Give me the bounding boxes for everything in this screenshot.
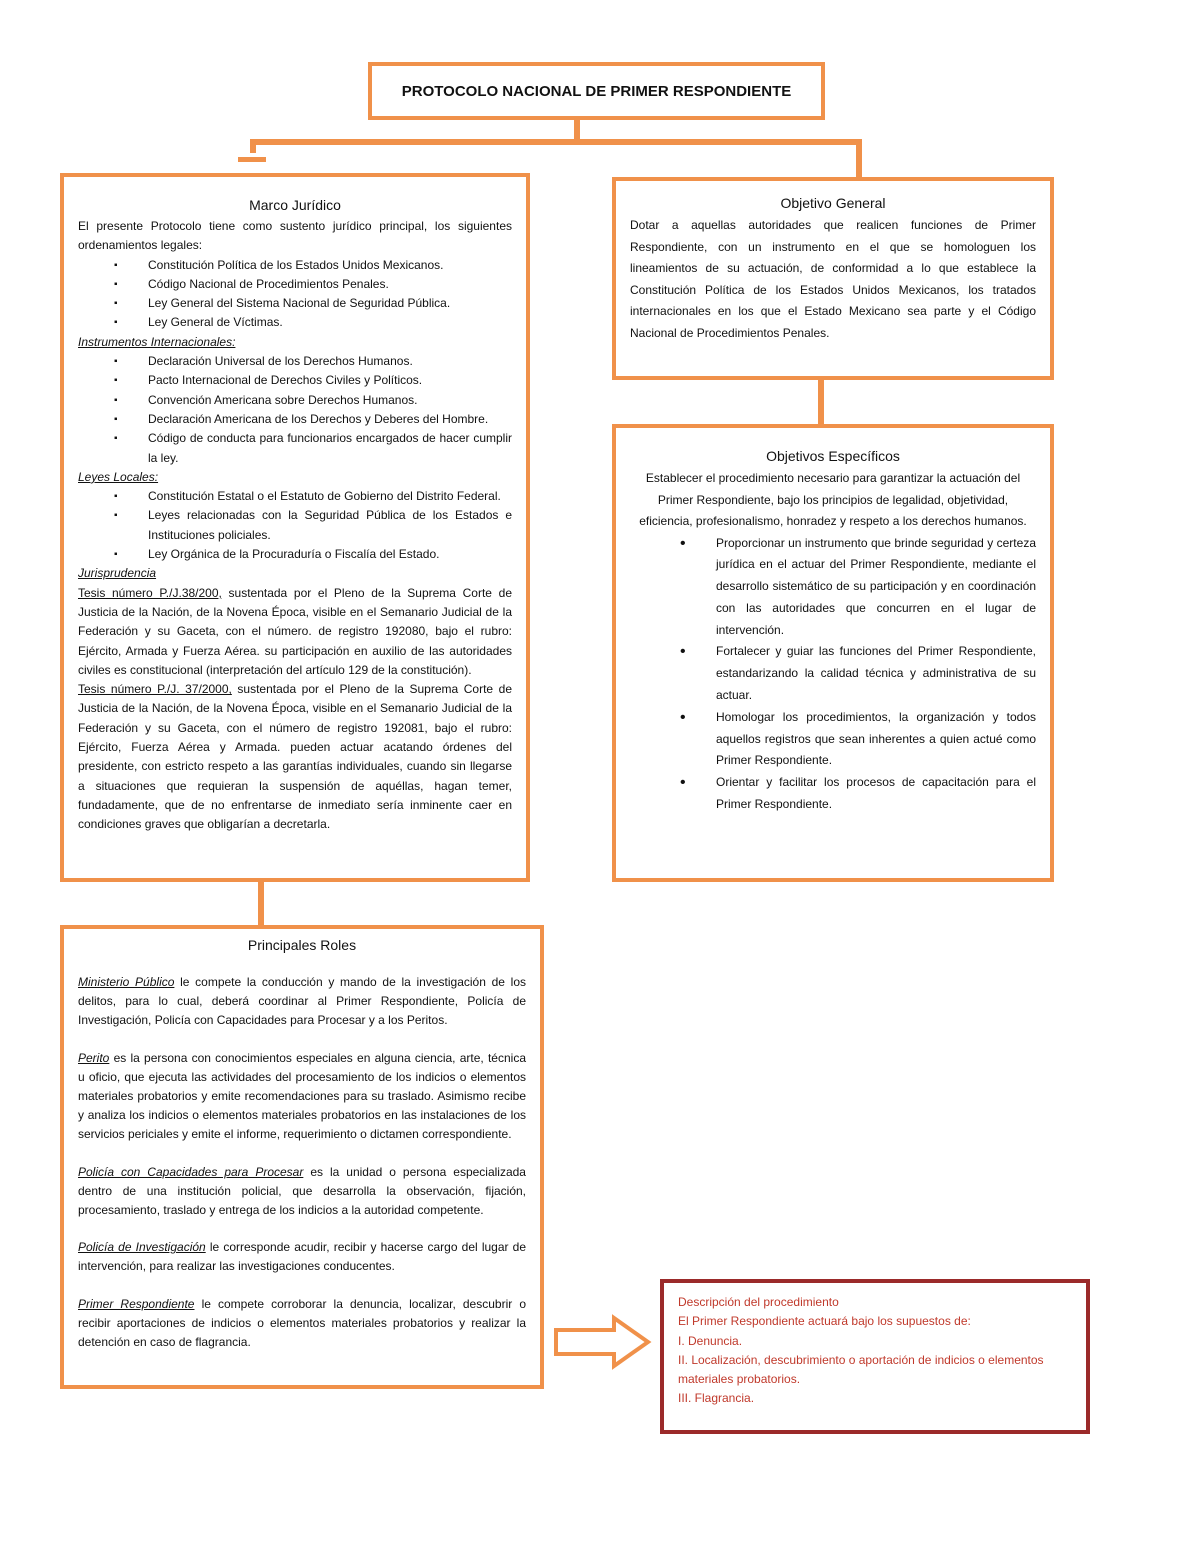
role-item [78, 1049, 526, 1145]
intl-list [78, 352, 512, 468]
objetivo-general-text: Dotar a aquellas autoridades que realicen funciones de Primer Respondiente, con un instrumento en el que se homologuen los lineamientos de su actuación, de conformidad a lo que establece la Constitución Política de los Estados Unidos Mexicanos, los tratados internacionales en los que el Estado Mexicano sea parte y el Código Nacional de Procedimientos Penales. [630, 218, 1036, 340]
objetivos-list [630, 533, 1036, 816]
juris-heading: Jurisprudencia [78, 566, 157, 581]
connector-right-down [856, 139, 862, 179]
marco-juridico-box [60, 173, 530, 882]
role-term: Policía con Capacidades para Procesar [78, 1164, 304, 1179]
marco-intro: El presente Protocolo tiene como sustento jurídico principal, los siguientes ordenamientos legales: [78, 219, 512, 253]
title-box [368, 62, 825, 120]
list-item: ▪ Código Nacional de Procedimientos Penales. [78, 275, 512, 294]
tesis-2-text: sustentada por el Pleno de la Suprema Corte de Justicia de la Nación, de la Novena Época, visible en el Semanario Judicial de la Federación y su Gaceta, con el número de registro 192081, bajo el rubro: Ejército, Fuerza Aérea y Armada. pueden actuar acatando órdenes del presidente, con estricto respeto a las garantías individuales, cuando sin llegarse a situaciones que requieran la suspensión de aquéllas, hagan temer, fundadamente, que de no enfrentarse de inmediato sería inminente caer en condiciones graves que obligarían a decretarla. [78, 682, 512, 832]
tesis-2-ref: Tesis número P./J. 37/2000, [78, 682, 232, 697]
role-item [78, 1163, 526, 1221]
role-item [78, 973, 526, 1031]
descripcion-line: III. Flagrancia. [678, 1391, 755, 1406]
role-text: es la persona con conocimientos especiales en alguna ciencia, arte, técnica u oficio, que ejecuta las actividades del procesamiento de los indicios o elementos materiales probatorios y emite recomendaciones para su traslado. Asimismo recibe y analiza los indicios o elementos materiales probatorios en las instalaciones de los servicios periciales y emite el informe, requerimiento o dictamen correspondiente. [78, 1050, 526, 1142]
objetivo-general-box [612, 177, 1054, 380]
descripcion-box [660, 1279, 1090, 1434]
objetivos-especificos-title: Objetivos Específicos [766, 448, 900, 464]
list-item: ▪ Constitución Estatal o el Estatuto de Gobierno del Distrito Federal. [78, 487, 512, 506]
role-text: es la unidad o persona especializada dentro de una institución policial, que desarrolla la observación, fijación, procesamiento, traslado y entrega de los indicios a la autoridad competente. [78, 1164, 526, 1218]
list-item: • Orientar y facilitar los procesos de capacitación para el Primer Respondiente. [630, 772, 1036, 816]
descripcion-line: El Primer Respondiente actuará bajo los supuestos de: [678, 1314, 971, 1329]
local-heading: Leyes Locales: [78, 469, 159, 484]
tesis-2 [78, 680, 512, 834]
connector-horizontal [250, 139, 862, 145]
list-item: ▪ Pacto Internacional de Derechos Civiles y Políticos. [78, 371, 512, 390]
list-item: ▪ Declaración Universal de los Derechos Humanos. [78, 352, 512, 371]
principales-roles-box [60, 925, 544, 1389]
list-item: ▪ Ley General de Víctimas. [78, 313, 512, 332]
role-term: Primer Respondiente [78, 1296, 195, 1311]
intl-heading: Instrumentos Internacionales: [78, 334, 236, 349]
connector-marco-roles [258, 880, 264, 927]
tesis-1 [78, 584, 512, 680]
objetivos-especificos-box [612, 424, 1054, 882]
list-item: • Fortalecer y guiar las funciones del Primer Respondiente, estandarizando la calidad técnica y administrativa de su actuar. [630, 641, 1036, 706]
role-text: le compete corroborar la denuncia, localizar, descubrir o recibir aportaciones de indicios o elementos materiales probatorios y realizar la detención en caso de flagrancia. [78, 1296, 526, 1350]
descripcion-line: II. Localización, descubrimiento o aportación de indicios o elementos materiales probatorios. [678, 1352, 1044, 1387]
descripcion-title: Descripción del procedimiento [678, 1295, 839, 1309]
objetivo-general-title: Objetivo General [780, 195, 886, 211]
local-list [78, 487, 512, 564]
list-item: ▪ Ley Orgánica de la Procuraduría o Fiscalía del Estado. [78, 545, 512, 564]
list-item: ▪ Código de conducta para funcionarios encargados de hacer cumplir la ley. [78, 429, 512, 468]
descripcion-line: I. Denuncia. [678, 1333, 743, 1348]
role-item [78, 1238, 526, 1276]
role-term: Policía de Investigación [78, 1240, 206, 1255]
connector-left-down [250, 139, 256, 153]
page-title: PROTOCOLO NACIONAL DE PRIMER RESPONDIENTE [401, 82, 792, 100]
list-item: ▪ Leyes relacionadas con la Seguridad Pública de los Estados e Instituciones policiales. [78, 506, 512, 545]
connector-left-stub [238, 157, 266, 162]
laws-list [78, 256, 512, 333]
role-term: Ministerio Público [78, 975, 175, 989]
roles-title: Principales Roles [247, 937, 357, 953]
role-term: Perito [78, 1050, 110, 1065]
objetivos-especificos-intro: Establecer el procedimiento necesario para garantizar la actuación del Primer Respondiente, bajo los principios de legalidad, objetividad, eficiencia, profesionalismo, honradez y respeto a los derechos humanos. [639, 471, 1027, 528]
role-item [78, 1295, 526, 1353]
list-item: ▪ Constitución Política de los Estados Unidos Mexicanos. [78, 256, 512, 275]
marco-title: Marco Jurídico [249, 197, 341, 213]
role-text: le compete la conducción y mando de la investigación de los delitos, para lo cual, deberá coordinar al Primer Respondiente, Policía de Investigación, Policía con Capacidades para Procesar y a los Peritos. [78, 975, 526, 1028]
list-item: ▪ Declaración Americana de los Derechos y Deberes del Hombre. [78, 410, 512, 429]
role-text: le corresponde acudir, recibir y hacerse cargo del lugar de intervención, para realizar las investigaciones conducentes. [78, 1240, 526, 1274]
list-item: ▪ Ley General del Sistema Nacional de Seguridad Pública. [78, 294, 512, 313]
list-item: • Proporcionar un instrumento que brinde seguridad y certeza jurídica en el actuar del Primer Respondiente, mediante el desarrollo sistemático de su participación y en coordinación con las autoridades que concurren en el lugar de intervención. [630, 533, 1036, 642]
connector-objectives [818, 378, 824, 425]
tesis-1-ref: Tesis número P./J.38/200, [78, 585, 222, 600]
list-item: ▪ Convención Americana sobre Derechos Humanos. [78, 391, 512, 410]
tesis-1-text: sustentada por el Pleno de la Suprema Corte de Justicia de la Nación, de la Novena Época, visible en el Semanario Judicial de la Federación y su Gaceta, con el número. de registro 192080, bajo el rubro: Ejército, Armada y Fuerza Aérea. su participación en auxilio de las autoridades civiles es constitucional (interpretación del artículo 129 de la constitución). [78, 585, 512, 677]
arrow-right-icon [552, 1314, 652, 1370]
list-item: • Homologar los procedimientos, la organización y todos aquellos registros que sean inherentes a quien actué como Primer Respondiente. [630, 707, 1036, 772]
